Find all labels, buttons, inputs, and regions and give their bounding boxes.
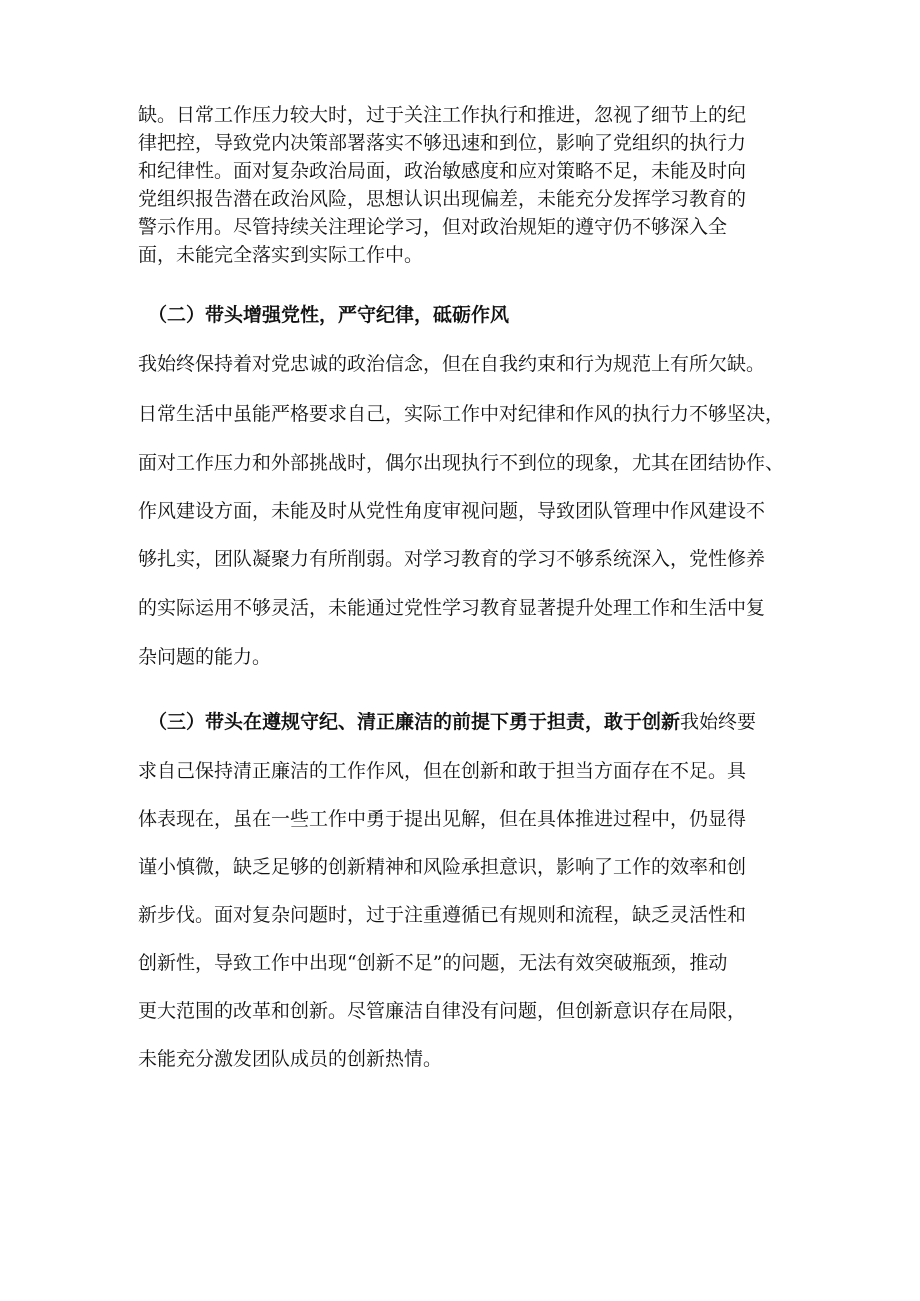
section-2-heading: （二）带头增强党性，严守纪律，砥砺作风 <box>148 304 510 326</box>
paragraph-line: 够扎实，团队凝聚力有所削弱。对学习教育的学习不够系统深入，党性修养 <box>138 548 766 570</box>
paragraph-line: 杂问题的能力。 <box>138 646 272 668</box>
paragraph-line: 律把控，导致党内决策部署落实不够迅速和到位，影响了党组织的执行力 <box>138 132 747 154</box>
paragraph-line: 求自己保持清正廉洁的工作作风，但在创新和敢于担当方面存在不足。具 <box>138 760 747 782</box>
paragraph-line: 新步伐。面对复杂问题时，过于注重遵循已有规则和流程，缺乏灵活性和 <box>138 904 747 926</box>
paragraph-line: 创新性，导致工作中出现“创新不足”的问题，无法有效突破瓶颈，推动 <box>138 952 728 974</box>
paragraph-line: 警示作用。尽管持续关注理论学习，但对政治规矩的遵守仍不够深入全 <box>138 216 728 238</box>
section-3-first-line <box>148 710 756 734</box>
paragraph-line: 缺。日常工作压力较大时，过于关注工作执行和推进，忽视了细节上的纪 <box>138 104 747 126</box>
paragraph-line: 体表现在，虽在一些工作中勇于提出见解，但在具体推进过程中，仍显得 <box>138 808 747 830</box>
paragraph-line: 作风建设方面，未能及时从党性角度审视问题，导致团队管理中作风建设不 <box>138 500 766 522</box>
section-3-heading: （三）带头在遵规守纪、清正廉洁的前提下勇于担责，敢于创新 <box>148 711 681 733</box>
section-3-first-line-text: 我始终要 <box>680 711 757 733</box>
paragraph-line: 日常生活中虽能严格要求自己，实际工作中对纪律和作风的执行力不够坚决， <box>138 403 785 425</box>
paragraph-line: 未能充分激发团队成员的创新热情。 <box>138 1048 443 1070</box>
paragraph-line: 的实际运用不够灵活，未能通过党性学习教育显著提升处理工作和生活中复 <box>138 597 766 619</box>
paragraph-line: 党组织报告潜在政治风险，思想认识出现偏差，未能充分发挥学习教育的 <box>138 188 747 210</box>
paragraph-line: 面，未能完全落实到实际工作中。 <box>138 244 424 266</box>
paragraph-line: 和纪律性。面对复杂政治局面，政治敏感度和应对策略不足，未能及时向 <box>138 160 747 182</box>
paragraph-line: 我始终保持着对党忠诚的政治信念，但在自我约束和行为规范上有所欠缺。 <box>138 353 766 375</box>
paragraph-line: 面对工作压力和外部挑战时，偶尔出现执行不到位的现象，尤其在团结协作、 <box>138 452 785 474</box>
paragraph-line: 谨小慎微，缺乏足够的创新精神和风险承担意识，影响了工作的效率和创 <box>138 856 747 878</box>
paragraph-line: 更大范围的改革和创新。尽管廉洁自律没有问题，但创新意识存在局限， <box>138 1000 747 1022</box>
